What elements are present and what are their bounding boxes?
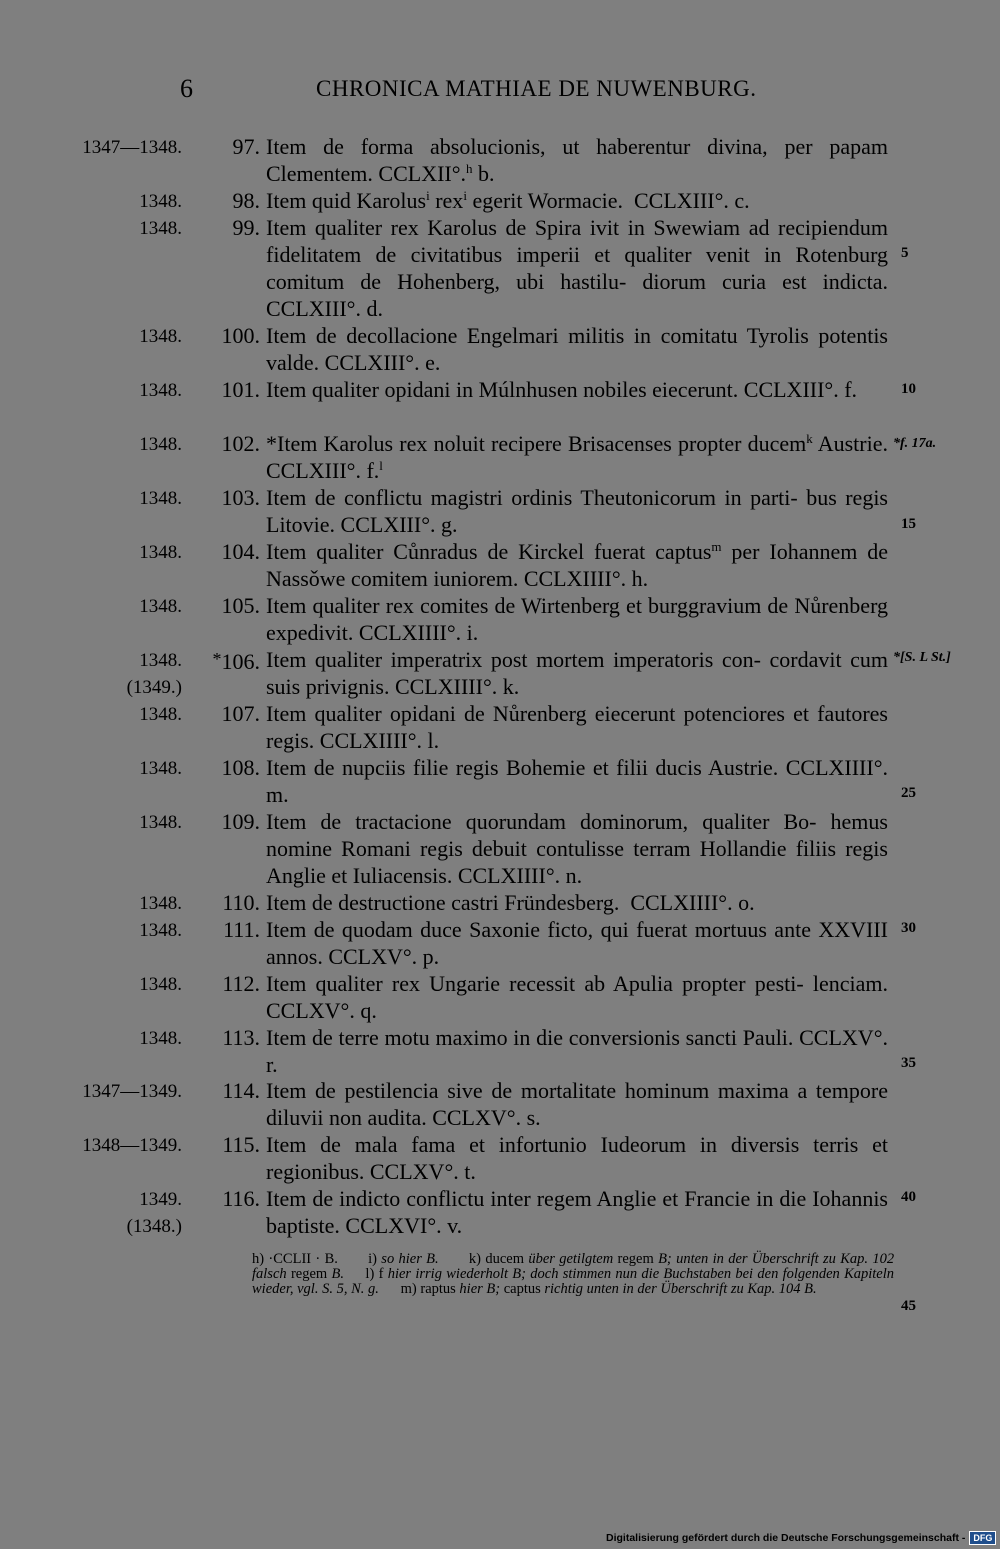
entry-year: 1348. xyxy=(139,380,182,401)
entry-text: Item de decollacione Engelmari militis in comitatu Tyrolis potentis valde. CCLXIII°. e. xyxy=(266,323,888,375)
entry-number: *106. xyxy=(212,649,260,674)
footnote-k: k) ducem über getilgtem regem B; unten in der Überschrift zu Kap. 102 falsch regem B. xyxy=(252,1251,895,1282)
entry-year: 1348. xyxy=(139,1028,182,1049)
entry-text: Item quid Karolus$^i$ rex$^i$ egerit Wormacie. CCLXIII°. c. xyxy=(266,188,750,213)
entry-year: 1348. xyxy=(139,974,182,995)
line-number: 10 xyxy=(901,381,916,397)
entry-number: 111. xyxy=(223,917,260,942)
entry-number: 102. xyxy=(221,431,260,456)
entry-number: 98. xyxy=(232,188,260,213)
entry-text: Item de tractacione quorundam dominorum, qualiter Bo- hemus nomine Romani regis debuit contulisse terram Hollandie filiis regis Anglie et Iuliacensis. CCLXIIII°. n. xyxy=(266,809,888,888)
entry-text: Item qualiter opidani in Múlnhusen nobiles eiecerunt. CCLXIII°. f. xyxy=(266,377,858,402)
entry-year: 1348. xyxy=(139,596,182,617)
entry-number: 99. xyxy=(232,215,260,240)
entry-text: Item qualiter rex Karolus de Spira ivit in Swewiam ad recipiendum fidelitatem de civitatibus imperii et qualiter venit in Rotenburg comitum de Hohenberg, ubi hastilu- diorum curia est indicta. CCLXIII°. d. xyxy=(266,215,888,321)
entry-number: 112. xyxy=(222,971,260,996)
entry-number: 109. xyxy=(221,809,260,834)
line-number: 25 xyxy=(901,785,916,801)
entry-year: 1348. xyxy=(139,920,182,941)
entry-number: 115. xyxy=(222,1132,260,1157)
entry-number: 113. xyxy=(222,1025,260,1050)
line-number: 45 xyxy=(901,1298,916,1314)
entry-year: 1347—1348. xyxy=(82,137,182,158)
entry-text: Item de pestilencia sive de mortalitate hominum maxima a tempore diluvii non audita. CCLXV°. s. xyxy=(266,1078,888,1130)
entry-number: 114. xyxy=(222,1078,260,1103)
entry-text: *Item Karolus rex noluit recipere Brisacenses propter ducem$^k$ Austrie. CCLXIII°. f.$^l$ xyxy=(266,431,888,483)
entry-year: 1348. xyxy=(139,434,182,455)
entry-number: 104. xyxy=(221,539,260,564)
entry-year: 1347—1349. xyxy=(82,1081,182,1102)
page-header xyxy=(0,74,1000,108)
entry-text: Item qualiter opidani de Nůrenberg eiecerunt potenciores et fautores regis. CCLXIIII°. l. xyxy=(266,701,888,753)
line-number: 40 xyxy=(901,1189,916,1205)
entry-number: 107. xyxy=(221,701,260,726)
entry-year: 1348—1349. xyxy=(82,1135,182,1156)
entry-number: 97. xyxy=(232,134,260,159)
footer-text: Digitalisierung gefördert durch die Deutsche Forschungsgemeinschaft - xyxy=(606,1532,966,1544)
entry-number: 116. xyxy=(222,1186,260,1211)
entry-year: 1348. xyxy=(139,218,182,239)
entry-year: 1348. (1349.) xyxy=(126,650,182,698)
entry-text: Item de quodam duce Saxonie ficto, qui fuerat mortuus ante XXVIII annos. CCLXV°. p. xyxy=(266,917,888,969)
entry-year: 1349. (1348.) xyxy=(126,1189,182,1237)
entry-year: 1348. xyxy=(139,191,182,212)
line-number: 30 xyxy=(901,920,916,936)
entry-number: 103. xyxy=(221,485,260,510)
entry-year: 1348. xyxy=(139,812,182,833)
entry-year: 1348. xyxy=(139,758,182,779)
entry-text: Item de conflictu magistri ordinis Theutonicorum in parti- bus regis Litovie. CCLXIII°. g. xyxy=(266,485,888,537)
line-number: 5 xyxy=(901,245,909,261)
footnote-i: i) so hier B. xyxy=(368,1251,439,1267)
footnotes xyxy=(196,1252,894,1297)
entry-text: Item de indicto conflictu inter regem Anglie et Francie in die Iohannis baptiste. CCLXVI°. v. xyxy=(266,1186,888,1238)
entry-year: 1348. xyxy=(139,326,182,347)
entry-text: Item de destructione castri Fründesberg. CCLXIIII°. o. xyxy=(266,890,755,915)
footnote-m: m) raptus hier B; captus richtig unten in der Überschrift zu Kap. 104 B. xyxy=(400,1281,817,1297)
entry-text: Item qualiter rex Ungarie recessit ab Apulia propter pesti- lenciam. CCLXV°. q. xyxy=(266,971,888,1023)
entry-year: 1348. xyxy=(139,542,182,563)
line-number: 35 xyxy=(901,1055,916,1071)
entry-year: 1348. xyxy=(139,704,182,725)
footnote-l: l) f hier irrig wiederholt B; doch stimmen nun die Buchstaben bei den folgenden Kapiteln wieder, vgl. S. 5, N. g. xyxy=(252,1266,895,1297)
entry-text: Item de terre motu maximo in die conversionis sancti Pauli. CCLXV°. r. xyxy=(266,1025,888,1077)
line-number: 15 xyxy=(901,516,916,532)
entry-text: Item qualiter Cůnradus de Kirckel fuerat captus$^m$ per Iohannem de Nassǒwe comitem iuniorem. CCLXIIII°. h. xyxy=(266,539,888,591)
margin-note-source: *[S. L St.] xyxy=(893,650,951,665)
entry-text: Item qualiter imperatrix post mortem imperatoris con- cordavit cum suis privignis. CCLXIIII°. k. xyxy=(266,647,888,699)
entry-text: Item de mala fama et infortunio Iudeorum in diversis terris et regionibus. CCLXV°. t. xyxy=(266,1132,888,1184)
entry-year: 1348. xyxy=(139,893,182,914)
margin-note-folio: *f. 17a. xyxy=(893,436,937,451)
page-number: 6 xyxy=(180,74,193,103)
entry-text: Item de nupciis filie regis Bohemie et filii ducis Austrie. CCLXIIII°. m. xyxy=(266,755,888,807)
footnote-h: h) ·CCLII · B. xyxy=(252,1251,338,1267)
entry-number: 101. xyxy=(221,377,260,402)
dfg-logo: DFG xyxy=(969,1531,996,1545)
dfg-footer xyxy=(606,1530,996,1546)
entry-year: 1348. xyxy=(139,488,182,509)
entry-number: 110. xyxy=(222,890,260,915)
entry-number: 108. xyxy=(221,755,260,780)
entry-number: 100. xyxy=(221,323,260,348)
entry-text: Item qualiter rex comites de Wirtenberg et burggravium de Nůrenberg expedivit. CCLXIIII°. i. xyxy=(266,593,888,645)
entry-text: Item de forma absolucionis, ut haberentur divina, per papam Clementem. CCLXII°.$^h$ b. xyxy=(266,134,888,186)
running-title: CHRONICA MATHIAE DE NUWENBURG. xyxy=(316,76,757,101)
entry-number: 105. xyxy=(221,593,260,618)
